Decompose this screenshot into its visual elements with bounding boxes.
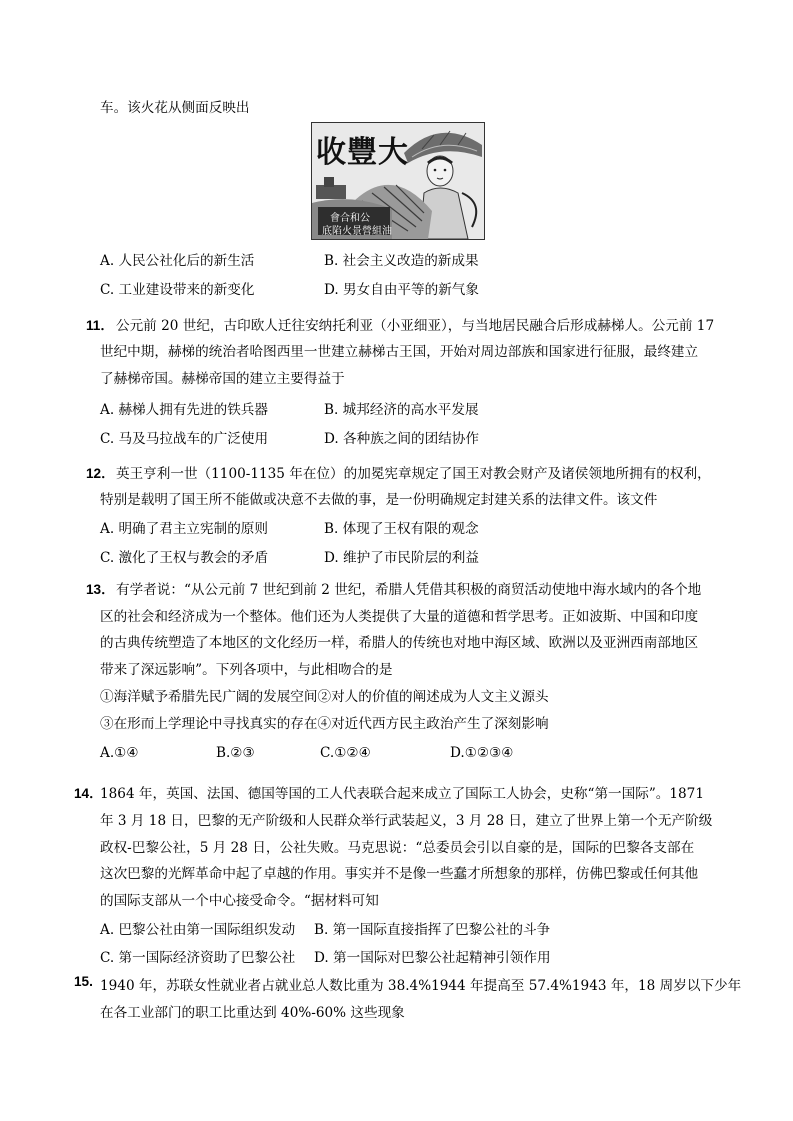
- q11-number: 11．: [86, 318, 114, 333]
- q10-option-d: D. 男女自由平等的新气象: [324, 282, 479, 298]
- q15-line-1: 1940 年，苏联女性就业者占就业总人数比重为 38.4%1944 年提高至 57.4%1943 年，18 周岁以下少年: [100, 978, 742, 994]
- q11-option-d: D. 各种族之间的团结协作: [324, 431, 479, 447]
- q12-option-a: A. 明确了君主立宪制的原则: [100, 521, 268, 537]
- q13-number: 13．: [86, 582, 115, 597]
- poster-title-char-3: 大: [378, 135, 409, 170]
- q15-number: 15.: [74, 974, 93, 989]
- poster-caption-2: 底陷火景營組油: [322, 226, 392, 237]
- q11-line-2: 世纪中期，赫梯的统治者哈图西里一世建立赫梯古王国，开始对周边部族和国家进行征服，最终建立: [100, 344, 699, 360]
- poster-title-char-1: 收: [316, 135, 347, 170]
- harvest-poster-image: [311, 122, 485, 240]
- q11-option-b: B. 城邦经济的高水平发展: [324, 402, 479, 418]
- q14-option-c: C. 第一国际经济资助了巴黎公社: [100, 950, 296, 966]
- q14-option-b: B. 第一国际直接指挥了巴黎公社的斗争: [314, 922, 551, 938]
- q14-line-3: 政权-巴黎公社，5 月 28 日，公社失败。马克思说：“总委员会引以自豪的是，国际的巴黎各支部在: [100, 840, 695, 856]
- q13-line-4: 带来了深远影响”。下列各项中，与此相吻合的是: [100, 662, 393, 678]
- q13-statements-1: ①海洋赋予希腊先民广阔的发展空间②对人的价值的阐述成为人文主义源头: [100, 689, 549, 705]
- q11-option-a: A. 赫梯人拥有先进的铁兵器: [100, 402, 268, 418]
- q13-statements-2: ③在形而上学理论中寻找真实的存在④对近代西方民主政治产生了深刻影响: [100, 716, 549, 732]
- q13-option-c: C.①②④: [320, 745, 371, 761]
- q14-line-5: 的国际支部从一个中心接受命令。“据材料可知: [100, 893, 379, 909]
- q10-option-a: A. 人民公社化后的新生活: [100, 253, 255, 269]
- q13-option-d: D.①②③④: [450, 745, 514, 761]
- q15-line-2: 在各工业部门的职工比重达到 40%-60% 这些现象: [100, 1005, 405, 1021]
- q10-stem-tail: 车。该火花从侧面反映出: [100, 100, 250, 116]
- q10-option-c: C. 工业建设带来的新变化: [100, 282, 255, 298]
- q12-option-d: D. 维护了市民阶层的利益: [324, 550, 479, 566]
- q14-number: 14．: [74, 786, 103, 801]
- q11-option-c: C. 马及马拉战车的广泛使用: [100, 431, 269, 447]
- q14-option-d: D. 第一国际对巴黎公社起精神引领作用: [314, 950, 551, 966]
- q12-line-1: 英王亨利一世（1100-1135 年在位）的加冕宪章规定了国王对教会财产及诸侯领地所拥有的权利，: [116, 466, 711, 482]
- q12-number: 12．: [86, 466, 115, 481]
- q13-line-1: 有学者说：“从公元前 7 世纪到前 2 世纪，希腊人凭借其积极的商贸活动使地中海水域内的各个地: [116, 582, 702, 598]
- poster-title-char-2: 豐: [347, 135, 378, 170]
- q11-line-3: 了赫梯帝国。赫梯帝国的建立主要得益于: [100, 371, 345, 387]
- q14-option-a: A. 巴黎公社由第一国际组织发动: [100, 922, 296, 938]
- q11-line-1: 公元前 20 世纪，古印欧人迁往安纳托利亚（小亚细亚），与当地居民融合后形成赫梯人。公元前 17: [116, 318, 715, 334]
- q13-option-a: A.①④: [100, 745, 139, 761]
- poster-caption-1: 會合和公: [330, 213, 370, 224]
- q14-line-4: 这次巴黎的光辉革命中起了卓越的作用。事实并不是像一些蠢才所想象的那样，仿佛巴黎或任何其他: [100, 866, 699, 882]
- q12-option-b: B. 体现了王权有限的观念: [324, 521, 479, 537]
- q12-line-2: 特别是载明了国王所不能做或决意不去做的事，是一份明确规定封建关系的法律文件。该文件: [100, 492, 658, 508]
- q14-line-1: 1864 年，英国、法国、德国等国的工人代表联合起来成立了国际工人协会，史称“第一国际”。1871: [100, 786, 704, 802]
- q13-line-2: 区的社会和经济成为一个整体。他们还为人类提供了大量的道德和哲学思考。正如波斯、中国和印度: [100, 609, 699, 625]
- q13-line-3: 的古典传统塑造了本地区的文化经历一样，希腊人的传统也对地中海区域、欧洲以及亚洲西南部地区: [100, 635, 699, 651]
- q12-option-c: C. 激化了王权与教会的矛盾: [100, 550, 269, 566]
- q10-option-b: B. 社会主义改造的新成果: [324, 253, 479, 269]
- q13-option-b: B.②③: [216, 745, 255, 761]
- q14-line-2: 年 3 月 18 日，巴黎的无产阶级和人民群众举行武装起义，3 月 28 日，建立了世界上第一个无产阶级: [100, 813, 713, 829]
